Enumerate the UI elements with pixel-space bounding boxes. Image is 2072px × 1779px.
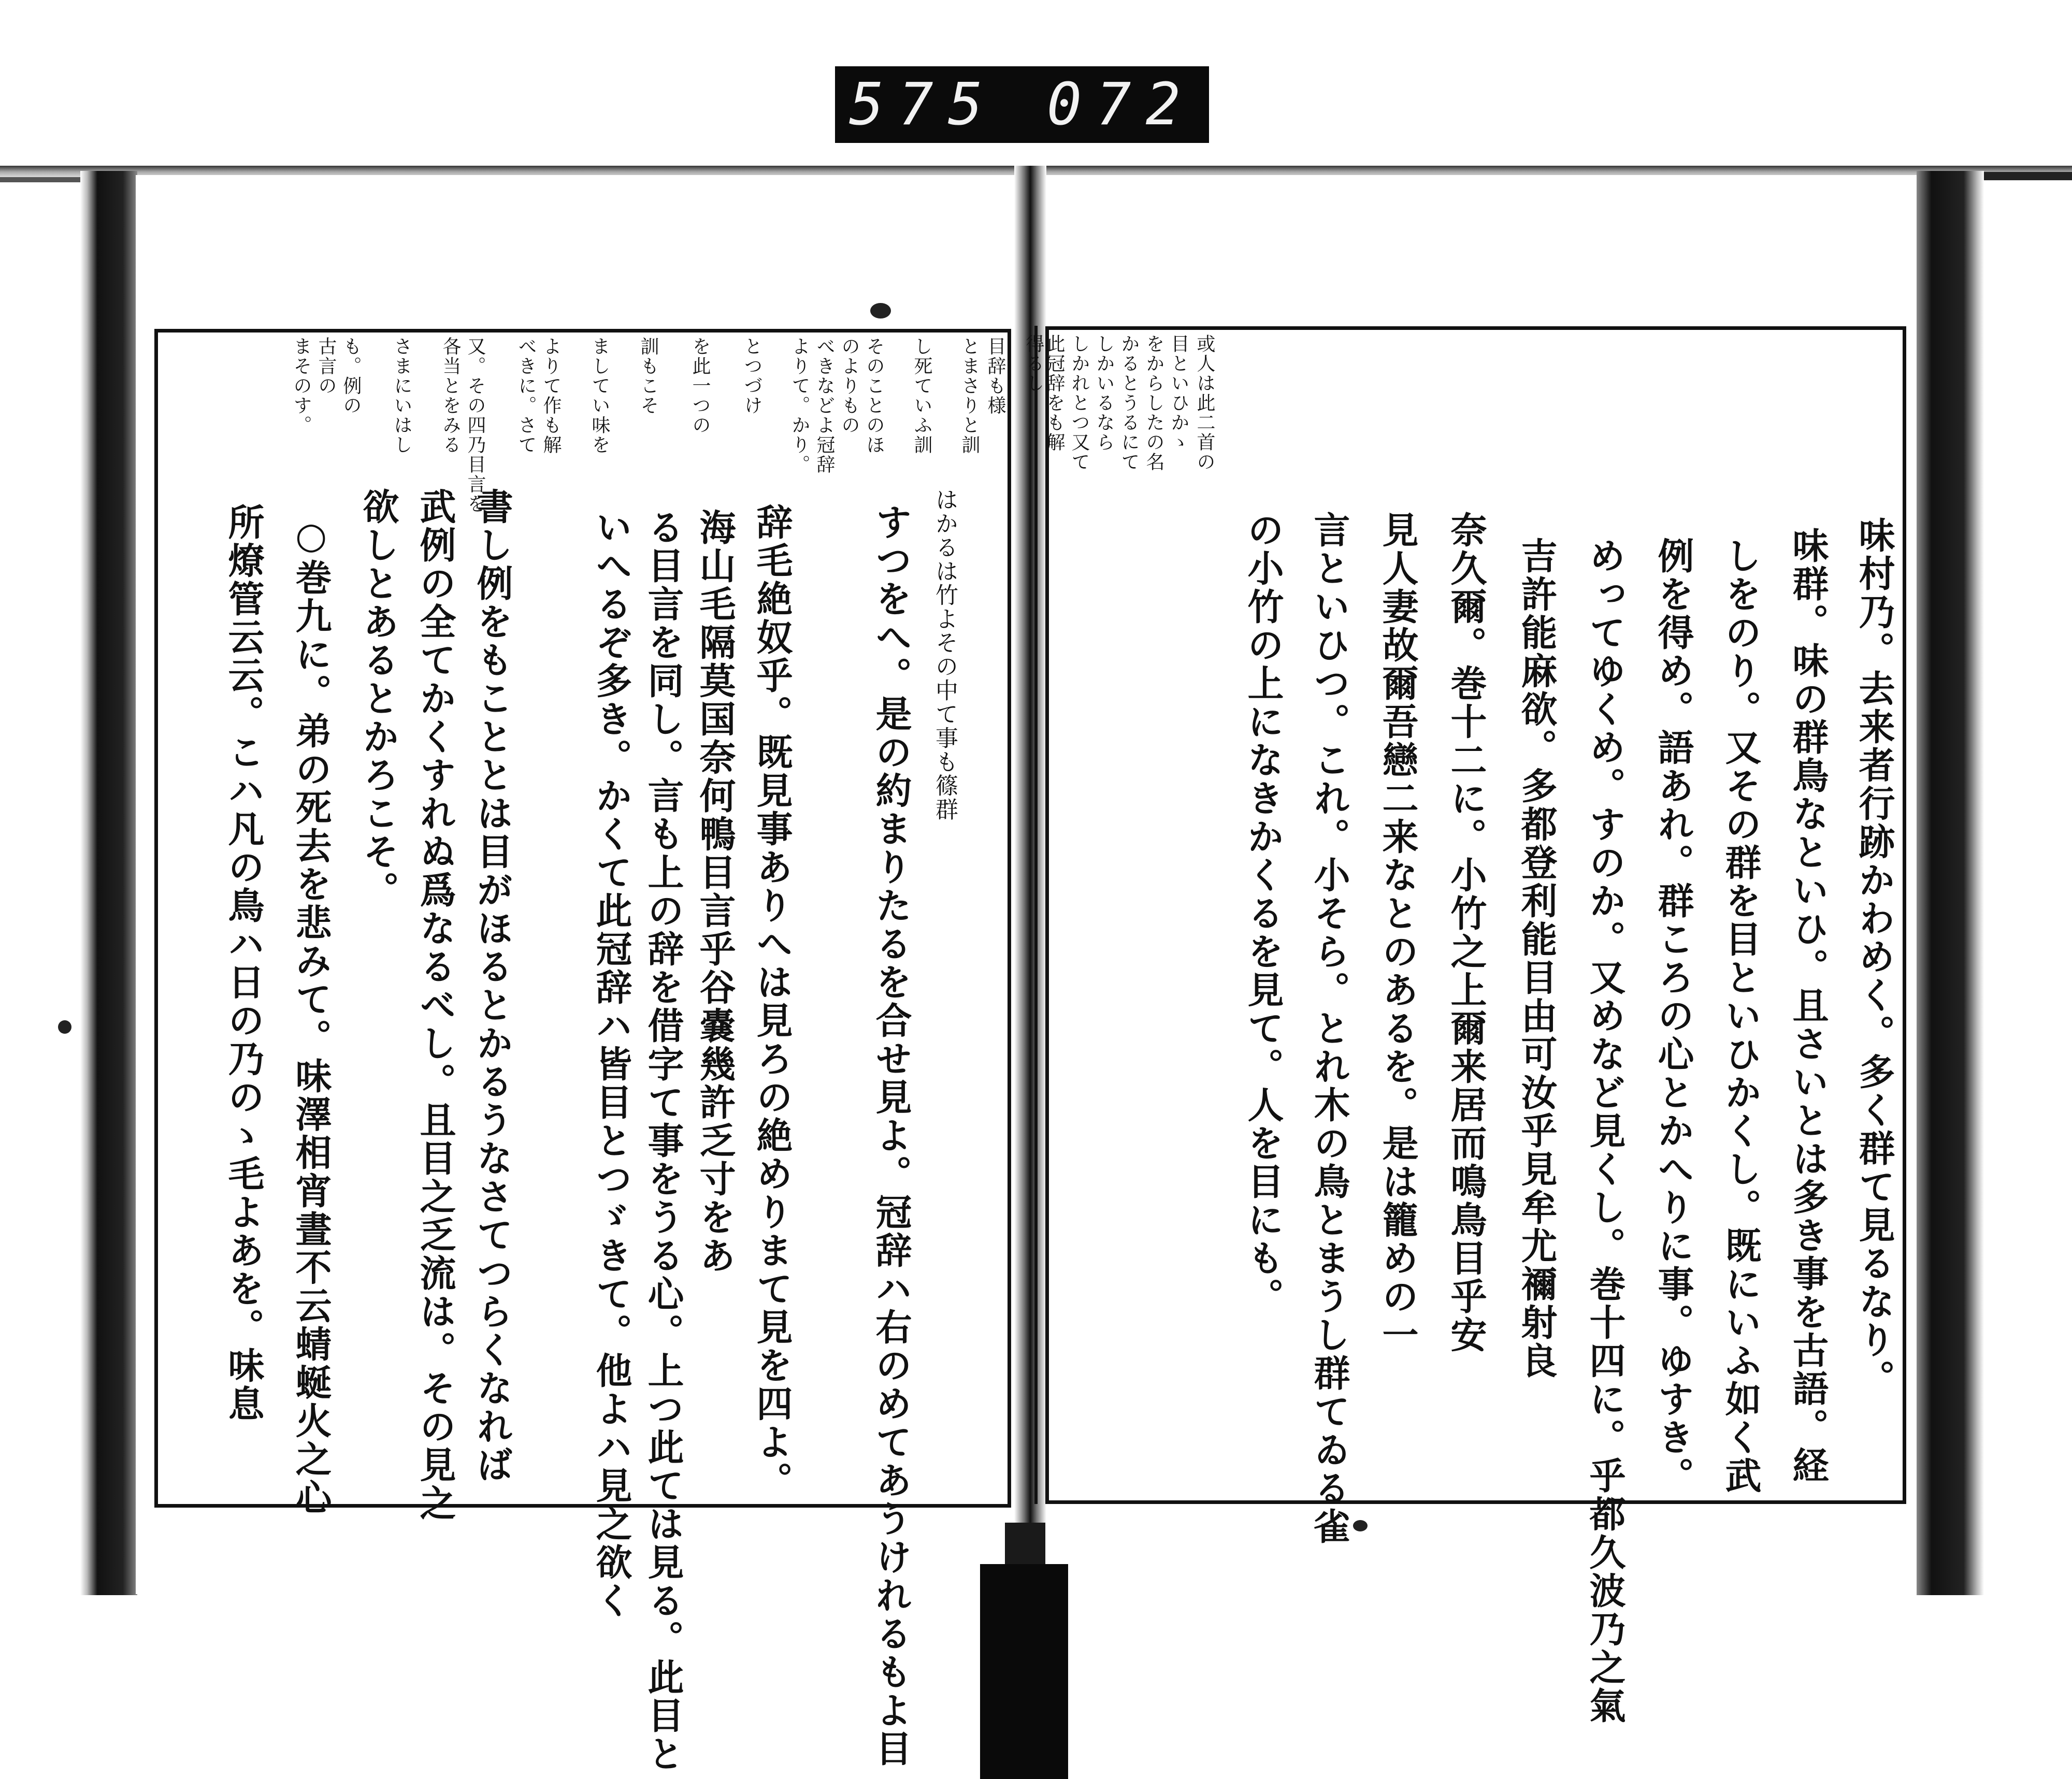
- note-column: のよりもの: [839, 337, 860, 435]
- left-page-text-frame: [154, 329, 1011, 1773]
- text-column: 所燎管云云。こハ凡の鳥ハ日の乃のゝ毛よあを。味息: [222, 503, 265, 1423]
- note-column: べきに。さて: [515, 337, 537, 455]
- note-column: 又。その四乃目言を: [465, 337, 486, 514]
- note-column: も。例の: [340, 337, 362, 415]
- text-column: 言といひつ。これ。小そら。とれ木の鳥とまうし群てゐる雀: [1308, 511, 1351, 1546]
- text-column: いへるぞ多き。かくて此冠辞ハ皆目とつゞきて。他よハ見之欲く: [590, 509, 633, 1620]
- note-column: し死ていふ訓: [911, 337, 932, 455]
- note-column: 得るし: [1023, 334, 1044, 393]
- text-column: 味群。味の群鳥なといひ。且さいとは多き事を古語。経: [1787, 527, 1830, 1485]
- text-column: 吉許能麻欲。多都登利能目由可汝乎見牟尤禰射良: [1515, 537, 1558, 1380]
- note-column: 目辞も様: [985, 337, 1006, 415]
- ink-stain: [1353, 1520, 1368, 1531]
- right-page-edge: [1917, 171, 1984, 1595]
- text-column: の小竹の上になきかくるを見て。人を目にも。: [1242, 511, 1285, 1316]
- note-column: よりて作も解: [540, 337, 562, 455]
- text-column: 海山毛隔莫国奈何鴨目言乎谷嚢幾許乏寸をあ: [694, 509, 737, 1275]
- text-column: 欲しとあるとかろこそ。: [357, 488, 400, 909]
- note-column: まそのす。: [291, 337, 312, 435]
- text-column: 辞毛絶奴乎。既見事ありへは見ろの絶めりまて見を四よ。: [751, 503, 794, 1500]
- note-column: よりて。かり。: [789, 337, 810, 474]
- note-column: とつづけ: [741, 337, 762, 415]
- note-column: 此冠辞をも解: [1044, 334, 1065, 452]
- specimen-label: 575 072: [835, 66, 1209, 143]
- note-column: 或人は此二首の: [1194, 334, 1215, 472]
- note-column: をからしたの名: [1143, 334, 1164, 472]
- note-column: 訓もこそ: [638, 337, 659, 415]
- note-column: とまさりと訓: [959, 337, 980, 455]
- text-column: ○巻九に。弟の死去を悲みて。味澤相宵晝不云蜻蜒火之心: [290, 514, 333, 1517]
- note-column: そのことのほ: [864, 337, 885, 455]
- note-column: しかれとつ又て: [1069, 334, 1090, 472]
- text-column: 奈久爾。巻十二に。小竹之上爾来居而鳴鳥目乎安: [1445, 511, 1488, 1354]
- right-edge-rule: [1984, 172, 2072, 180]
- text-column: 武例の全てかくすれぬ爲なるべし。且目之乏流は。その見之: [414, 488, 457, 1523]
- text-column: 味村乃。去来者行跡かわめく。多く群て見るなり。: [1853, 516, 1896, 1398]
- text-column: はかるは竹よその中て事も篠群: [931, 488, 958, 821]
- note-column: を此一つの: [689, 337, 711, 435]
- text-column: 書し例をもこととは目がほるとかるうなさてつらくなれば: [471, 488, 514, 1484]
- right-frame-outer-rule: [1034, 326, 1038, 1504]
- text-column: 例を得め。語あれ。群ころの心とかへりに事。ゆすき。: [1652, 537, 1695, 1495]
- text-column: すつをへ。是の約まりたるを合せ見よ。冠辞ハ右のめてあうけれるもよ目: [870, 503, 913, 1768]
- note-column: しかいるなら: [1093, 334, 1115, 452]
- note-column: ましてい味を: [589, 337, 610, 455]
- note-column: 目といひかゝ: [1168, 334, 1189, 452]
- note-column: 各当とをみる: [440, 337, 461, 455]
- note-column: 古言の: [315, 337, 337, 396]
- ink-stain: [870, 303, 891, 319]
- text-column: る目言を同し。言も上の辞を借字て事をうる心。上つ此ては見る。此目と: [642, 509, 685, 1773]
- text-column: 見人妻故爾吾戀二来なとのあるを。是は籠めの一: [1376, 511, 1419, 1354]
- right-page-text-frame: [1023, 326, 1906, 1725]
- note-column: べきなどよ冠辞: [814, 337, 835, 474]
- binding-clip: [980, 1564, 1068, 1779]
- ink-stain: [58, 1020, 71, 1034]
- text-column: めってゆくめ。すのか。又めなど見くし。巻十四に。乎都久波乃之氣: [1584, 537, 1627, 1725]
- left-page-edge: [80, 171, 137, 1595]
- note-column: かるとうるにて: [1118, 334, 1140, 472]
- note-column: さまにいはし: [391, 337, 412, 455]
- text-column: しをのり。又その群を目といひかくし。既にいふ如く武: [1719, 537, 1762, 1495]
- left-edge-rule: [0, 177, 83, 182]
